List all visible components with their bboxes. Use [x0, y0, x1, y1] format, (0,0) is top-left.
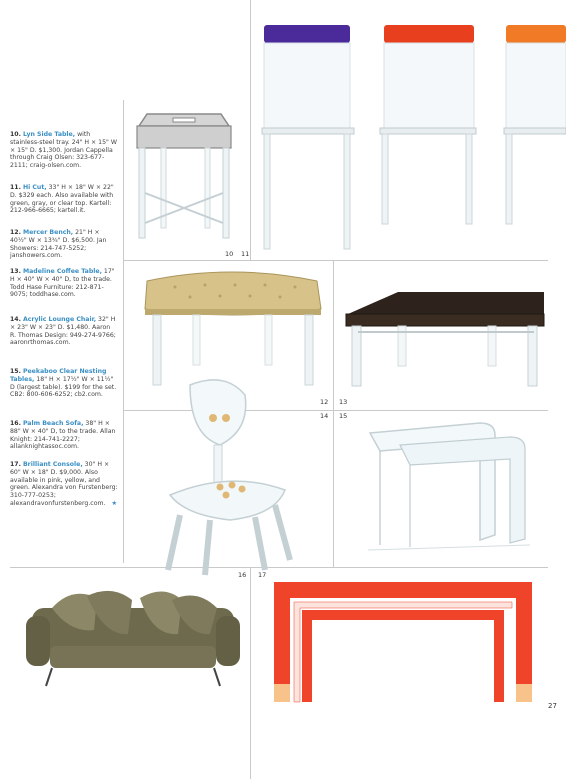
item-description: 21" H × 40½" W × 13¾" D. $6,500. Jan Showers: 214-747-5252; janshowers.com.	[10, 229, 107, 260]
item-description: with stainless-steel tray. 24" H × 15" W × 15" D. $1,300. Jordan Cappella through Craig Olsen: 323-677-2111; craig-olsen.com.	[10, 131, 117, 170]
item-number: 13.	[10, 268, 21, 275]
row-rule	[123, 260, 548, 261]
product-item-17	[10, 461, 118, 508]
item-description: 38" H × 88" W × 40" D, to the trade. Allan Knight: 214-741-2227; allanknightassoc.com.	[10, 420, 116, 451]
photo-number: 17	[258, 571, 267, 579]
peekaboo-nesting-tables-image	[360, 415, 545, 560]
product-item-14	[10, 316, 118, 347]
item-number: 16.	[10, 420, 21, 427]
item-number: 12.	[10, 229, 21, 236]
column-rule	[250, 567, 251, 779]
item-number: 10.	[10, 131, 21, 138]
madeline-coffee-table-image	[338, 288, 548, 398]
photo-number: 16	[238, 571, 247, 579]
column-rule	[333, 260, 334, 410]
item-number: 15.	[10, 368, 21, 375]
product-item-15	[10, 368, 118, 399]
product-item-11	[10, 184, 118, 215]
item-description: 17" H × 40" W × 40" D, to the trade. Todd Hase Furniture: 212-871-9075; toddhase.com.	[10, 268, 115, 299]
item-name: Acrylic Lounge Chair,	[22, 316, 97, 323]
item-name: Hi Cut,	[22, 184, 47, 191]
column-rule	[333, 410, 334, 567]
photo-number: 12	[320, 398, 329, 406]
item-name: Brilliant Console,	[22, 461, 83, 468]
item-description: 32" H × 23" W × 23" D. $1,480. Aaron R. Thomas Design: 949-274-9766; aaronrthomas.com.	[10, 316, 116, 347]
item-name: Peekaboo Clear Nesting Tables,	[10, 368, 107, 383]
product-item-10	[10, 131, 118, 170]
column-rule	[250, 0, 251, 260]
hi-cut-chairs-image	[252, 25, 566, 255]
palm-beach-sofa-image	[22, 578, 244, 688]
item-description: 30" H × 60" W × 18" D. $9,000. Also available in pink, yellow, and green. Alexandra von Furstenberg: 310-777-0253; alexandravonfurstenberg.com.	[10, 461, 118, 507]
photo-number: 13	[339, 398, 348, 406]
page-number: 27	[548, 702, 557, 710]
photo-number: 14	[320, 412, 329, 420]
column-rule	[123, 100, 124, 563]
product-item-13	[10, 268, 118, 299]
photo-number: 15	[339, 412, 348, 420]
end-mark-icon: ★	[111, 499, 118, 507]
product-item-16	[10, 420, 118, 451]
item-name: Lyn Side Table,	[22, 131, 76, 138]
item-description: 33" H × 18" W × 22" D. $329 each. Also available with green, gray, or clear top. Kartell: 212-966-6665; kartell.it.	[10, 184, 114, 215]
item-number: 17.	[10, 461, 21, 468]
item-description: 18" H × 17½" W × 11½" D (largest table). $199 for the set. CB2: 800-606-6252; cb2.com.	[10, 375, 117, 399]
acrylic-lounge-chair-image	[150, 375, 300, 580]
photo-number: 10	[225, 250, 234, 258]
item-number: 14.	[10, 316, 21, 323]
item-name: Madeline Coffee Table,	[22, 268, 102, 275]
item-number: 11.	[10, 184, 21, 191]
photo-number: 11	[241, 250, 250, 258]
brilliant-console-image	[268, 578, 540, 708]
item-name: Mercer Bench,	[22, 229, 74, 236]
lyn-side-table-image	[125, 108, 245, 258]
product-item-12	[10, 229, 118, 260]
item-name: Palm Beach Sofa,	[22, 420, 84, 427]
